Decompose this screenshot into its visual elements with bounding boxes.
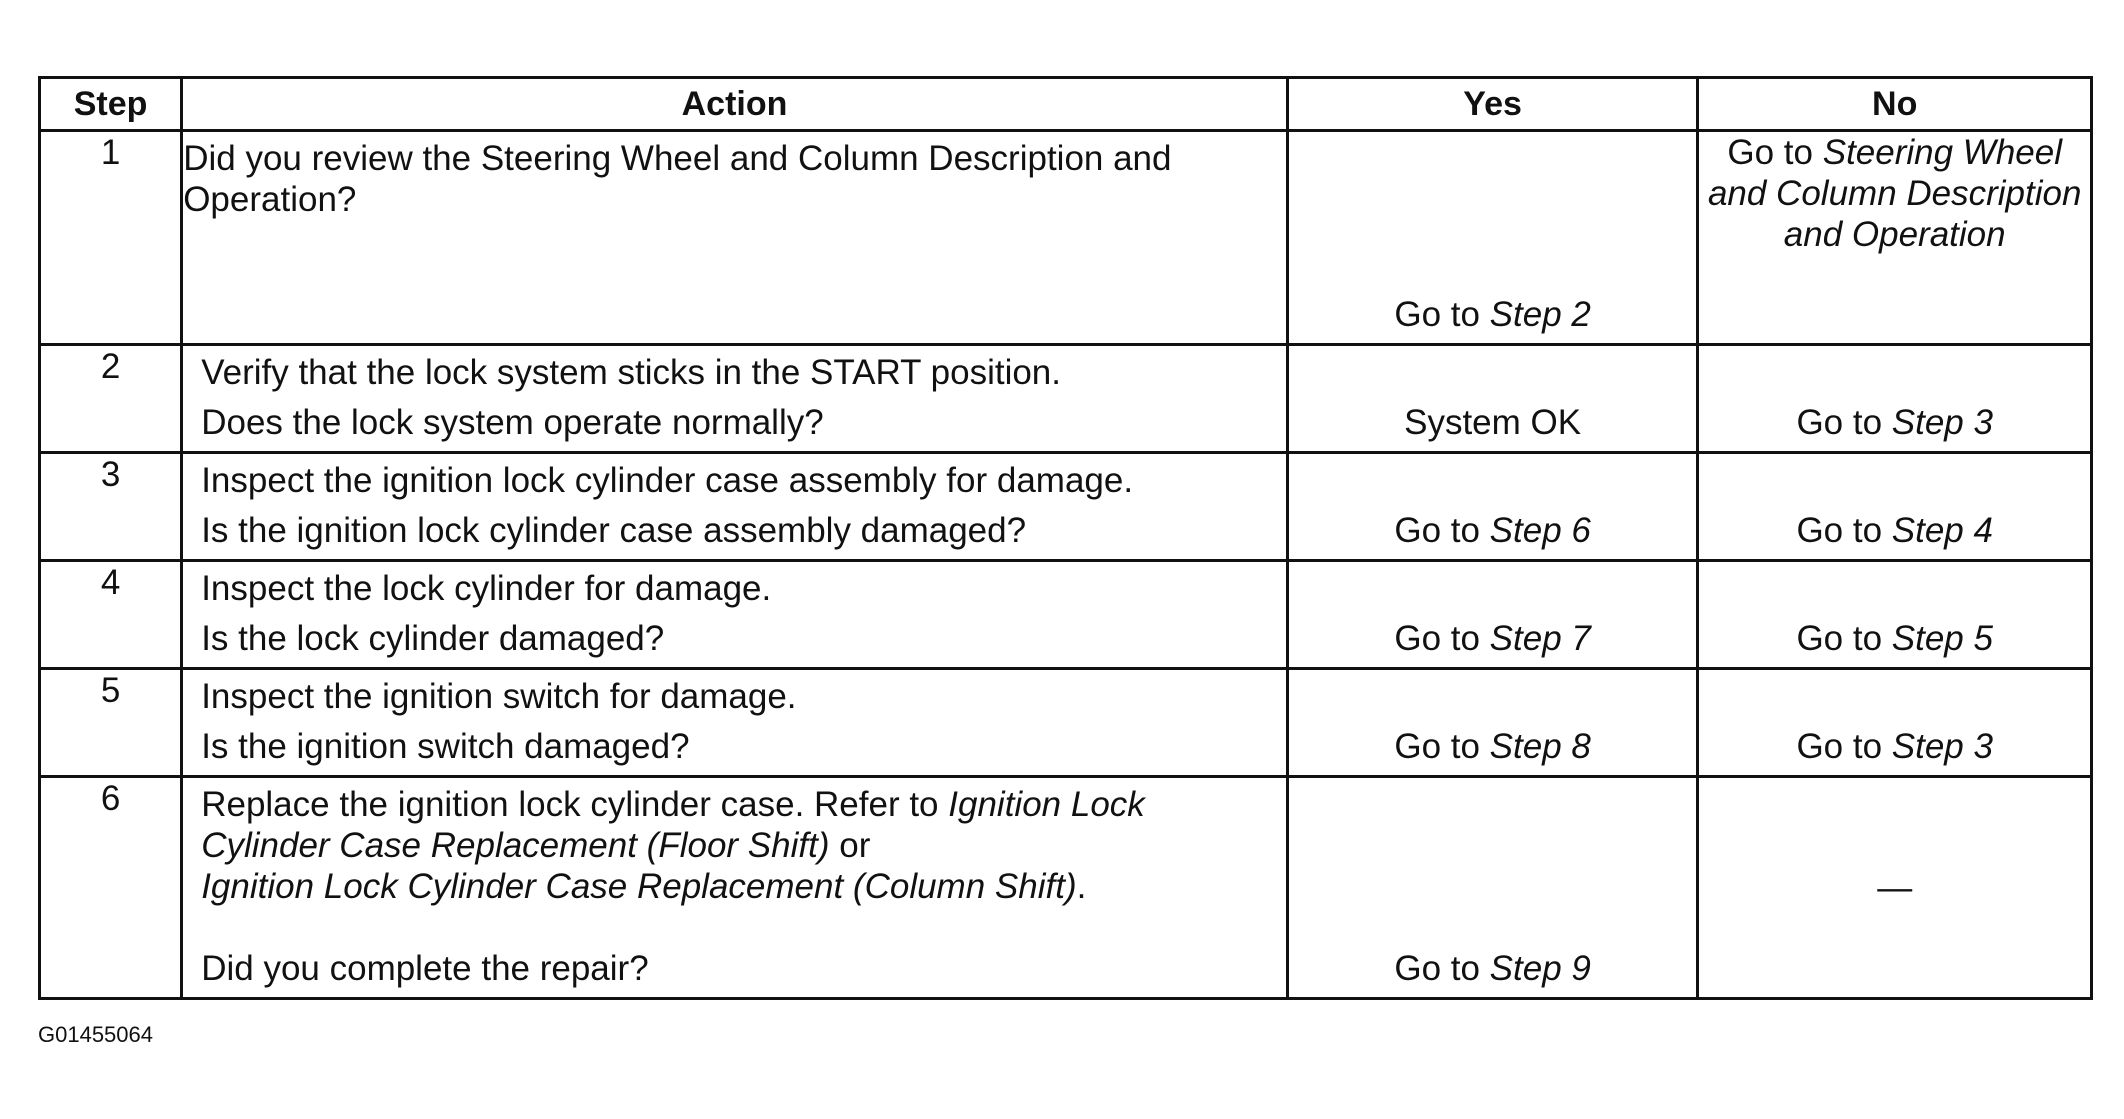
- yes-cell: [1287, 345, 1698, 453]
- step-number: 2: [40, 345, 182, 453]
- diagnostic-table: [38, 76, 2093, 1000]
- action-cell: [182, 669, 1288, 777]
- instruction-text: or: [829, 826, 871, 865]
- action-instruction: Inspect the ignition switch for damage.: [201, 677, 797, 716]
- table-row: [40, 345, 2092, 453]
- action-instruction: Verify that the lock system sticks in the START position.: [201, 353, 1061, 392]
- header-yes: Yes: [1287, 78, 1698, 131]
- yes-cell: [1287, 777, 1698, 999]
- no-cell: [1698, 131, 2092, 345]
- go-to-text: Go to: [1394, 295, 1490, 334]
- table-row: [40, 561, 2092, 669]
- yes-cell: [1287, 131, 1698, 345]
- yes-result: [1289, 294, 1697, 335]
- yes-result: [1289, 618, 1697, 659]
- step-reference: Step 4: [1891, 511, 1993, 550]
- step-reference: Step 6: [1489, 511, 1591, 550]
- no-result: —: [1877, 868, 1913, 907]
- yes-cell: [1287, 561, 1698, 669]
- go-to-text: Go to: [1394, 949, 1490, 988]
- action-question: Is the ignition lock cylinder case assembly damaged?: [201, 511, 1027, 550]
- step-number: 4: [40, 561, 182, 669]
- step-reference: Step 3: [1891, 727, 1993, 766]
- step-number: 6: [40, 777, 182, 999]
- header-no: No: [1698, 78, 2092, 131]
- no-cell: [1698, 345, 2092, 453]
- action-cell: [182, 777, 1288, 999]
- no-cell: [1698, 777, 2092, 999]
- table-row: [40, 777, 2092, 999]
- no-cell: [1698, 453, 2092, 561]
- go-to-text: Go to: [1796, 619, 1892, 658]
- yes-cell: [1287, 453, 1698, 561]
- yes-result: [1289, 948, 1697, 989]
- action-question: Is the ignition switch damaged?: [201, 727, 690, 766]
- no-cell: [1698, 669, 2092, 777]
- no-result: [1699, 618, 2090, 659]
- step-reference: Step 5: [1891, 619, 1993, 658]
- step-number: 1: [40, 131, 182, 345]
- go-to-text: Go to: [1394, 727, 1490, 766]
- procedure-reference: Ignition Lock Cylinder Case Replacement (Column Shift): [201, 867, 1077, 906]
- no-result: [1699, 726, 2090, 767]
- instruction-text: .: [1076, 867, 1087, 906]
- go-to-text: Go to: [1796, 403, 1892, 442]
- step-reference: Step 2: [1489, 295, 1591, 334]
- go-to-text: Go to: [1394, 511, 1490, 550]
- no-result: [1699, 402, 2090, 443]
- figure-id: G01455064: [38, 1022, 153, 1047]
- procedure-reference: Ignition Lock Cylinder Case Replacement (Floor Shift): [201, 785, 1145, 865]
- action-instruction: Inspect the ignition lock cylinder case assembly for damage.: [201, 461, 1134, 500]
- action-question: Did you complete the repair?: [201, 949, 649, 988]
- yes-cell: [1287, 669, 1698, 777]
- go-to-text: Go to: [1727, 133, 1823, 172]
- action-question: Is the lock cylinder damaged?: [201, 619, 665, 658]
- table-row: [40, 453, 2092, 561]
- action-text: Did you review the Steering Wheel and Column Description and Operation?: [183, 139, 1172, 219]
- yes-result: [1289, 510, 1697, 551]
- step-reference: Step 3: [1891, 403, 1993, 442]
- action-cell: [182, 561, 1288, 669]
- step-number: 3: [40, 453, 182, 561]
- go-to-text: Go to: [1796, 727, 1892, 766]
- table-row: [40, 669, 2092, 777]
- step-reference: Step 8: [1489, 727, 1591, 766]
- yes-result: [1289, 726, 1697, 767]
- step-reference: Step 7: [1489, 619, 1591, 658]
- no-result: [1699, 510, 2090, 551]
- go-to-text: Go to: [1796, 511, 1892, 550]
- action-question: Does the lock system operate normally?: [201, 403, 824, 442]
- action-cell: [182, 345, 1288, 453]
- action-cell: [182, 453, 1288, 561]
- instruction-text: Replace the ignition lock cylinder case. Refer to: [201, 785, 949, 824]
- no-cell: [1698, 561, 2092, 669]
- go-to-text: Go to: [1394, 619, 1490, 658]
- header-step: Step: [40, 78, 182, 131]
- action-cell: [182, 131, 1288, 345]
- step-number: 5: [40, 669, 182, 777]
- table-row: [40, 131, 2092, 345]
- action-instruction: Inspect the lock cylinder for damage.: [201, 569, 772, 608]
- step-reference: Step 9: [1489, 949, 1591, 988]
- header-action: Action: [182, 78, 1288, 131]
- yes-result: System OK: [1404, 403, 1582, 442]
- header-row: [40, 78, 2092, 131]
- document-reference: Steering Wheel and Column Description and Operation: [1707, 133, 2082, 254]
- action-instruction: [201, 784, 1270, 907]
